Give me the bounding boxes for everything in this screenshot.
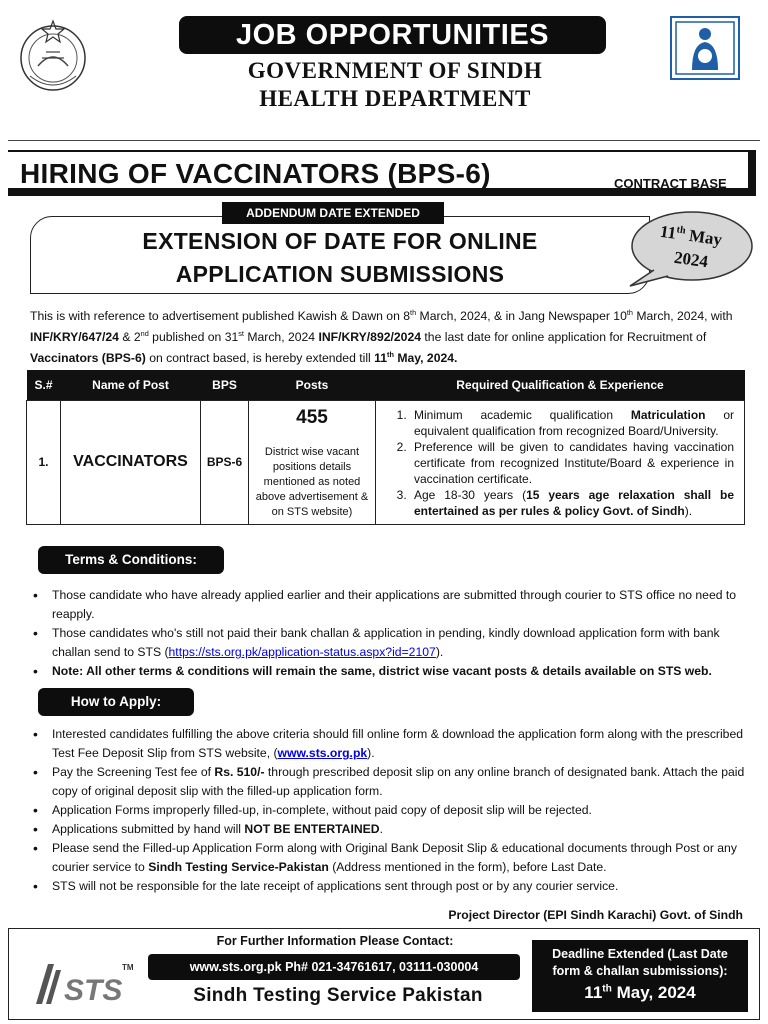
posts-count: 455 [296,406,328,428]
list-item: • Applications submitted by hand will NOT BE ENTERTAINED. [30,820,746,839]
cell-sn: 1. [27,400,61,524]
list-item: • Interested candidates fulfilling the above criteria should fill online form & download the application form along with the prescribed Test Fee Deposit Slip from STS website, (www.sts.org.pk). [30,725,746,763]
terms-heading: Terms & Conditions: [38,546,224,574]
hiring-title: HIRING OF VACCINATORS (BPS-6) [20,158,491,189]
cell-posts [249,400,376,524]
svg-text:STS: STS [64,974,123,1006]
cell-qualification [376,400,745,524]
list-item: • Those candidate who have already applied earlier and their applications are submitted through courier to STS office no need to reapply. [30,586,746,624]
terms-list [30,586,746,681]
job-opportunities-banner: JOB OPPORTUNITIES [179,16,606,54]
list-item: • Please send the Filled-up Application Form along with Original Bank Deposit Slip & educational documents through Post or any courier service to Sindh Testing Service-Pakistan (Address mentioned in the form), before Last Date. [30,839,746,877]
qualification-item: 2. Preference will be given to candidates having vaccination certificate from recognized Institute/Board & experience in vaccination certificate. [410,439,734,487]
how-to-apply-list [30,725,746,896]
qualification-item: 3. Age 18-30 years (15 years age relaxation shall be entertained as per rules & policy Govt. of Sindh). [410,487,734,519]
header-posts: Posts [249,370,376,400]
list-item: • Note: All other terms & conditions will remain the same, district wise vacant posts & details available on STS web. [30,662,746,681]
header-post-name: Name of Post [61,370,201,400]
sts-logo-icon [34,956,134,1006]
table-header-row [27,370,745,400]
sts-organization-name: Sindh Testing Service Pakistan [193,985,483,1006]
sts-website-link[interactable]: www.sts.org.pk [277,746,368,760]
list-item: • STS will not be responsible for the late receipt of applications sent through post or by any courier service. [30,877,746,896]
intro-paragraph: This is with reference to advertisement published Kawish & Dawn on 8th March, 2024, & in Jang Newspaper 10th March, 2024, with INF/KRY/647/24 & 2nd published on 31st March, 2024 INF/KRY/892/2024 the last date for online application for Recruitment of Vaccinators (BPS-6) on contract based, is hereby extended till 11th May, 2024. [30,308,733,366]
qualification-item: 1. Minimum academic qualification Matriculation or equivalent qualification from recognized Board/University. [410,407,734,439]
cell-post-name: VACCINATORS [61,400,201,524]
extension-title-line2: APPLICATION SUBMISSIONS [175,261,505,287]
extension-title-line1: EXTENSION OF DATE FOR ONLINE [142,228,538,254]
deadline-box [532,940,748,1012]
contact-info-bar: www.sts.org.pk Ph# 021-34761617, 03111-030004 [148,954,520,980]
header-sn: S.# [27,370,61,400]
contact-title: For Further Information Please Contact: [216,934,454,948]
list-item: • Pay the Screening Test fee of Rs. 510/- through prescribed deposit slip on any online branch of designated bank. Attach the paid copy of original deposit slip with the filled-up application form. [30,763,746,801]
bubble-date-year: 2024 [672,247,710,272]
posts-note: District wise vacant positions details mentioned as noted above advertisement & on STS website) [255,445,369,518]
cell-bps: BPS-6 [201,400,249,524]
header-bps: BPS [201,370,249,400]
deadline-text: Deadline Extended (Last Date form & challan submissions): [552,947,728,978]
how-to-apply-heading: How to Apply: [38,688,194,716]
header-qualification: Required Qualification & Experience [376,370,745,400]
government-title: GOVERNMENT OF SINDH [247,58,543,83]
list-item: • Application Forms improperly filled-up, in-complete, without paid copy of deposit slip will be rejected. [30,801,746,820]
addendum-tag: ADDENDUM DATE EXTENDED [222,202,444,224]
health-mother-child-logo-icon [670,16,740,80]
sindh-government-seal-icon [16,18,90,92]
divider [8,140,760,141]
hiring-subtitle: CONTRACT BASE [614,176,727,191]
department-title: HEALTH DEPARTMENT [259,86,531,111]
deadline-date: 11th May, 2024 [584,983,696,1002]
posts-table [26,370,745,525]
table-row [27,400,745,524]
bubble-date-day: 11th May [658,221,724,250]
hiring-title-box [8,150,756,196]
list-item: • Those candidates who's still not paid their bank challan & application in pending, kindly download application form with bank challan send to STS (https://sts.org.pk/application-status.aspx?id=2107). [30,624,746,662]
signature-line: Project Director (EPI Sindh Karachi) Govt. of Sindh [448,908,743,922]
svg-text:TM: TM [122,963,134,972]
application-status-link[interactable]: https://sts.org.pk/application-status.aspx?id=2107 [168,645,436,659]
